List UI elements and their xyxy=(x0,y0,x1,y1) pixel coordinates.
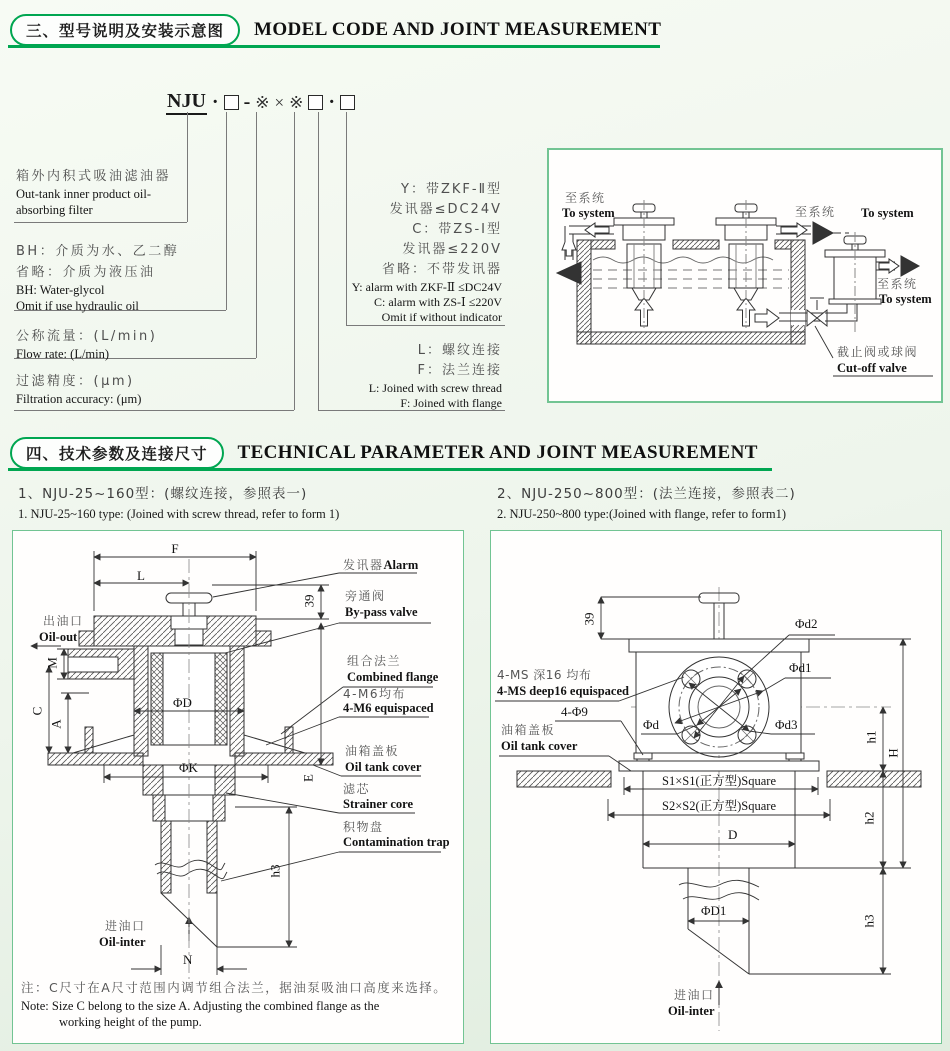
note-joint xyxy=(330,341,502,411)
note-filter-type-cn: 箱外内积式吸油滤油器 xyxy=(16,169,172,184)
note-filter-type-en1: Out-tank inner product oil- xyxy=(16,187,152,201)
note-accuracy xyxy=(16,371,141,408)
dim-phid3: Φd3 xyxy=(775,717,798,732)
dim-s1: S1×S1(正方型)Square xyxy=(662,774,776,788)
oil-inter-label-cn-d2: 进油口 xyxy=(674,988,715,1002)
alarm-label-cn: 发讯器 xyxy=(343,558,384,572)
alarm-label-en: Alarm xyxy=(383,558,419,572)
note-alarm-cn1: Y：带ZKF-Ⅱ型 xyxy=(401,182,502,197)
code-box-2 xyxy=(308,95,323,110)
note-joint-en2: F: Joined with flange xyxy=(400,396,502,410)
section4-header xyxy=(10,437,758,469)
note-alarm-cn4: 发讯器≤220V xyxy=(402,242,502,257)
note-alarm-en2: C: alarm with ZS-Ⅰ ≤220V xyxy=(374,295,502,309)
section3-badge: 三、型号说明及安装示意图 xyxy=(10,14,240,46)
strainer-core-label-en: Strainer core xyxy=(343,797,414,811)
ms-label-cn: 4-MS 深16 均布 xyxy=(497,668,592,682)
combined-flange-label-cn: 组合法兰 xyxy=(347,654,402,668)
drawing1-note-en2: working height of the pump. xyxy=(59,1015,202,1029)
dim-h3-d2: h3 xyxy=(861,914,877,928)
dim-phid2: Φd2 xyxy=(795,616,818,631)
section3-underline xyxy=(8,45,660,48)
model-code xyxy=(166,90,355,115)
drawing1-panel xyxy=(12,530,464,1044)
code-star-1: ※ xyxy=(255,92,270,112)
note-filter-type xyxy=(16,166,171,218)
code-dash: - xyxy=(243,91,251,113)
note-alarm-cn3: C：带ZS-Ⅰ型 xyxy=(412,222,502,237)
drawing1-title-cn: 1、NJU-25~160型：(螺纹连接，参照表一) xyxy=(18,486,308,502)
dim-phiD: ΦD xyxy=(173,695,192,710)
code-box-3 xyxy=(340,95,355,110)
note-medium-cn1: BH：介质为水、乙二醇 xyxy=(16,244,180,259)
oil-tank-cover-label-cn: 油箱盖板 xyxy=(345,744,400,758)
m6-label-en: 4-M6 equispaced xyxy=(343,701,434,715)
to-system-label-en-1: To system xyxy=(562,206,615,220)
section3-title: MODEL CODE AND JOINT MEASUREMENT xyxy=(254,19,662,40)
dim-M: M xyxy=(44,657,60,669)
contamination-trap-label-cn: 积物盘 xyxy=(343,820,384,834)
dim-h2: h2 xyxy=(861,811,877,825)
dim-39: 39 xyxy=(301,594,317,608)
note-joint-en1: L: Joined with screw thread xyxy=(368,381,502,395)
drawing2-panel xyxy=(490,530,942,1044)
oil-inter-label-en: Oil-inter xyxy=(99,935,146,949)
combined-flange-label-en: Combined flange xyxy=(347,670,439,684)
dim-N: N xyxy=(183,952,193,967)
cutoff-valve-label-cn: 截止阀或球阀 xyxy=(837,345,919,359)
dim-D: D xyxy=(728,827,738,842)
to-system-label-cn-1: 至系统 xyxy=(565,191,606,205)
dim-C: C xyxy=(29,706,45,716)
note-alarm-cn5: 省略：不带发讯器 xyxy=(381,262,502,277)
contamination-trap-label-en: Contamination trap xyxy=(343,835,450,849)
note-alarm xyxy=(300,180,502,325)
m6-label-cn: 4-M6均布 xyxy=(343,687,406,701)
dim-s2: S2×S2(正方型)Square xyxy=(662,799,776,813)
note-flow-cn: 公称流量：(L/min) xyxy=(16,329,158,344)
drawing1-title-en: 1. NJU-25~160 type: (Joined with screw thread, refer to form 1) xyxy=(18,507,340,521)
bypass-label-en: By-pass valve xyxy=(345,605,418,619)
dim-E: E xyxy=(300,774,316,782)
dim-phid1: Φd1 xyxy=(789,660,812,675)
dim-39-d2: 39 xyxy=(581,612,597,626)
note-flow-rate xyxy=(16,326,157,363)
oil-tank-cover-label-en-d2: Oil tank cover xyxy=(501,739,578,753)
drawing2-title-cn: 2、NJU-250~800型：(法兰连接，参照表二) xyxy=(497,486,796,502)
code-times: × xyxy=(274,92,285,112)
to-system-label-cn-2: 至系统 xyxy=(795,205,836,219)
note-joint-cn1: L：螺纹连接 xyxy=(417,343,502,358)
oil-tank-cover-label-en: Oil tank cover xyxy=(345,760,422,774)
section4-underline xyxy=(8,468,772,471)
ms-label-en: 4-MS deep16 equispaced xyxy=(497,684,629,698)
oil-out-label-cn: 出油口 xyxy=(43,614,84,628)
note-medium-cn2: 省略：介质为液压油 xyxy=(16,265,156,280)
bypass-label-cn: 旁通阀 xyxy=(345,589,386,603)
dim-h3: h3 xyxy=(267,864,283,878)
drawing1-note-cn: 注：C尺寸在A尺寸范围内调节组合法兰，据油泵吸油口高度来选择。 xyxy=(21,980,448,995)
note-joint-cn2: F：法兰连接 xyxy=(417,363,502,378)
note-medium-en2: Omit if use hydraulic oil xyxy=(16,298,139,313)
dim-A: A xyxy=(48,719,64,729)
note-alarm-en3: Omit if without indicator xyxy=(381,310,502,324)
oil-out-label-en: Oil-out xyxy=(39,630,78,644)
to-system-label-cn-3: 至系统 xyxy=(877,277,918,291)
code-star-2: ※ xyxy=(289,92,304,112)
section4-title: TECHNICAL PARAMETER AND JOINT MEASUREMENT xyxy=(237,442,758,463)
note-accuracy-cn: 过滤精度：(μm) xyxy=(16,374,135,389)
code-dot: · xyxy=(211,91,219,113)
code-dot-2: · xyxy=(328,91,335,113)
strainer-core-label-cn: 滤芯 xyxy=(343,782,371,796)
cutoff-valve-label-en: Cut-off valve xyxy=(837,361,907,375)
note-medium-en1: BH: Water-glycol xyxy=(16,283,105,297)
note-alarm-cn2: 发讯器≤DC24V xyxy=(389,202,502,217)
dim-F: F xyxy=(171,541,179,556)
note-flow-en: Flow rate: (L/min) xyxy=(16,347,110,361)
dim-phid: Φd xyxy=(643,717,660,732)
oil-tank-cover-label-cn-d2: 油箱盖板 xyxy=(501,723,556,737)
dim-phiK: ΦK xyxy=(179,760,198,775)
section4-badge: 四、技术参数及连接尺寸 xyxy=(10,437,224,469)
code-box-1 xyxy=(224,95,239,110)
note-filter-type-en2: absorbing filter xyxy=(16,202,93,217)
note-accuracy-en: Filtration accuracy: (μm) xyxy=(16,392,142,406)
dim-h1: h1 xyxy=(863,730,879,744)
drawing1-note-en1: Note: Size C belong to the size A. Adjusting the combined flange as the xyxy=(21,999,380,1013)
to-system-label-en-2: To system xyxy=(861,206,914,220)
dim-phiD1: ΦD1 xyxy=(701,903,727,918)
dim-L: L xyxy=(137,568,145,583)
oil-inter-label-cn: 进油口 xyxy=(105,919,146,933)
installation-diagram-panel xyxy=(547,148,943,403)
note-medium xyxy=(16,241,179,314)
to-system-label-en-3: To system xyxy=(879,292,932,306)
installation-diagram xyxy=(549,150,937,397)
phi9-label: 4-Φ9 xyxy=(561,704,588,719)
dim-H: H xyxy=(885,748,901,758)
section3-header xyxy=(10,14,661,46)
alarm-label xyxy=(343,555,418,573)
note-alarm-en1: Y: alarm with ZKF-Ⅱ ≤DC24V xyxy=(351,280,502,294)
model-code-prefix: NJU xyxy=(166,90,207,115)
oil-inter-label-en-d2: Oil-inter xyxy=(668,1004,715,1018)
drawing2-title-en: 2. NJU-250~800 type:(Joined with flange, refer to form1) xyxy=(497,507,786,521)
